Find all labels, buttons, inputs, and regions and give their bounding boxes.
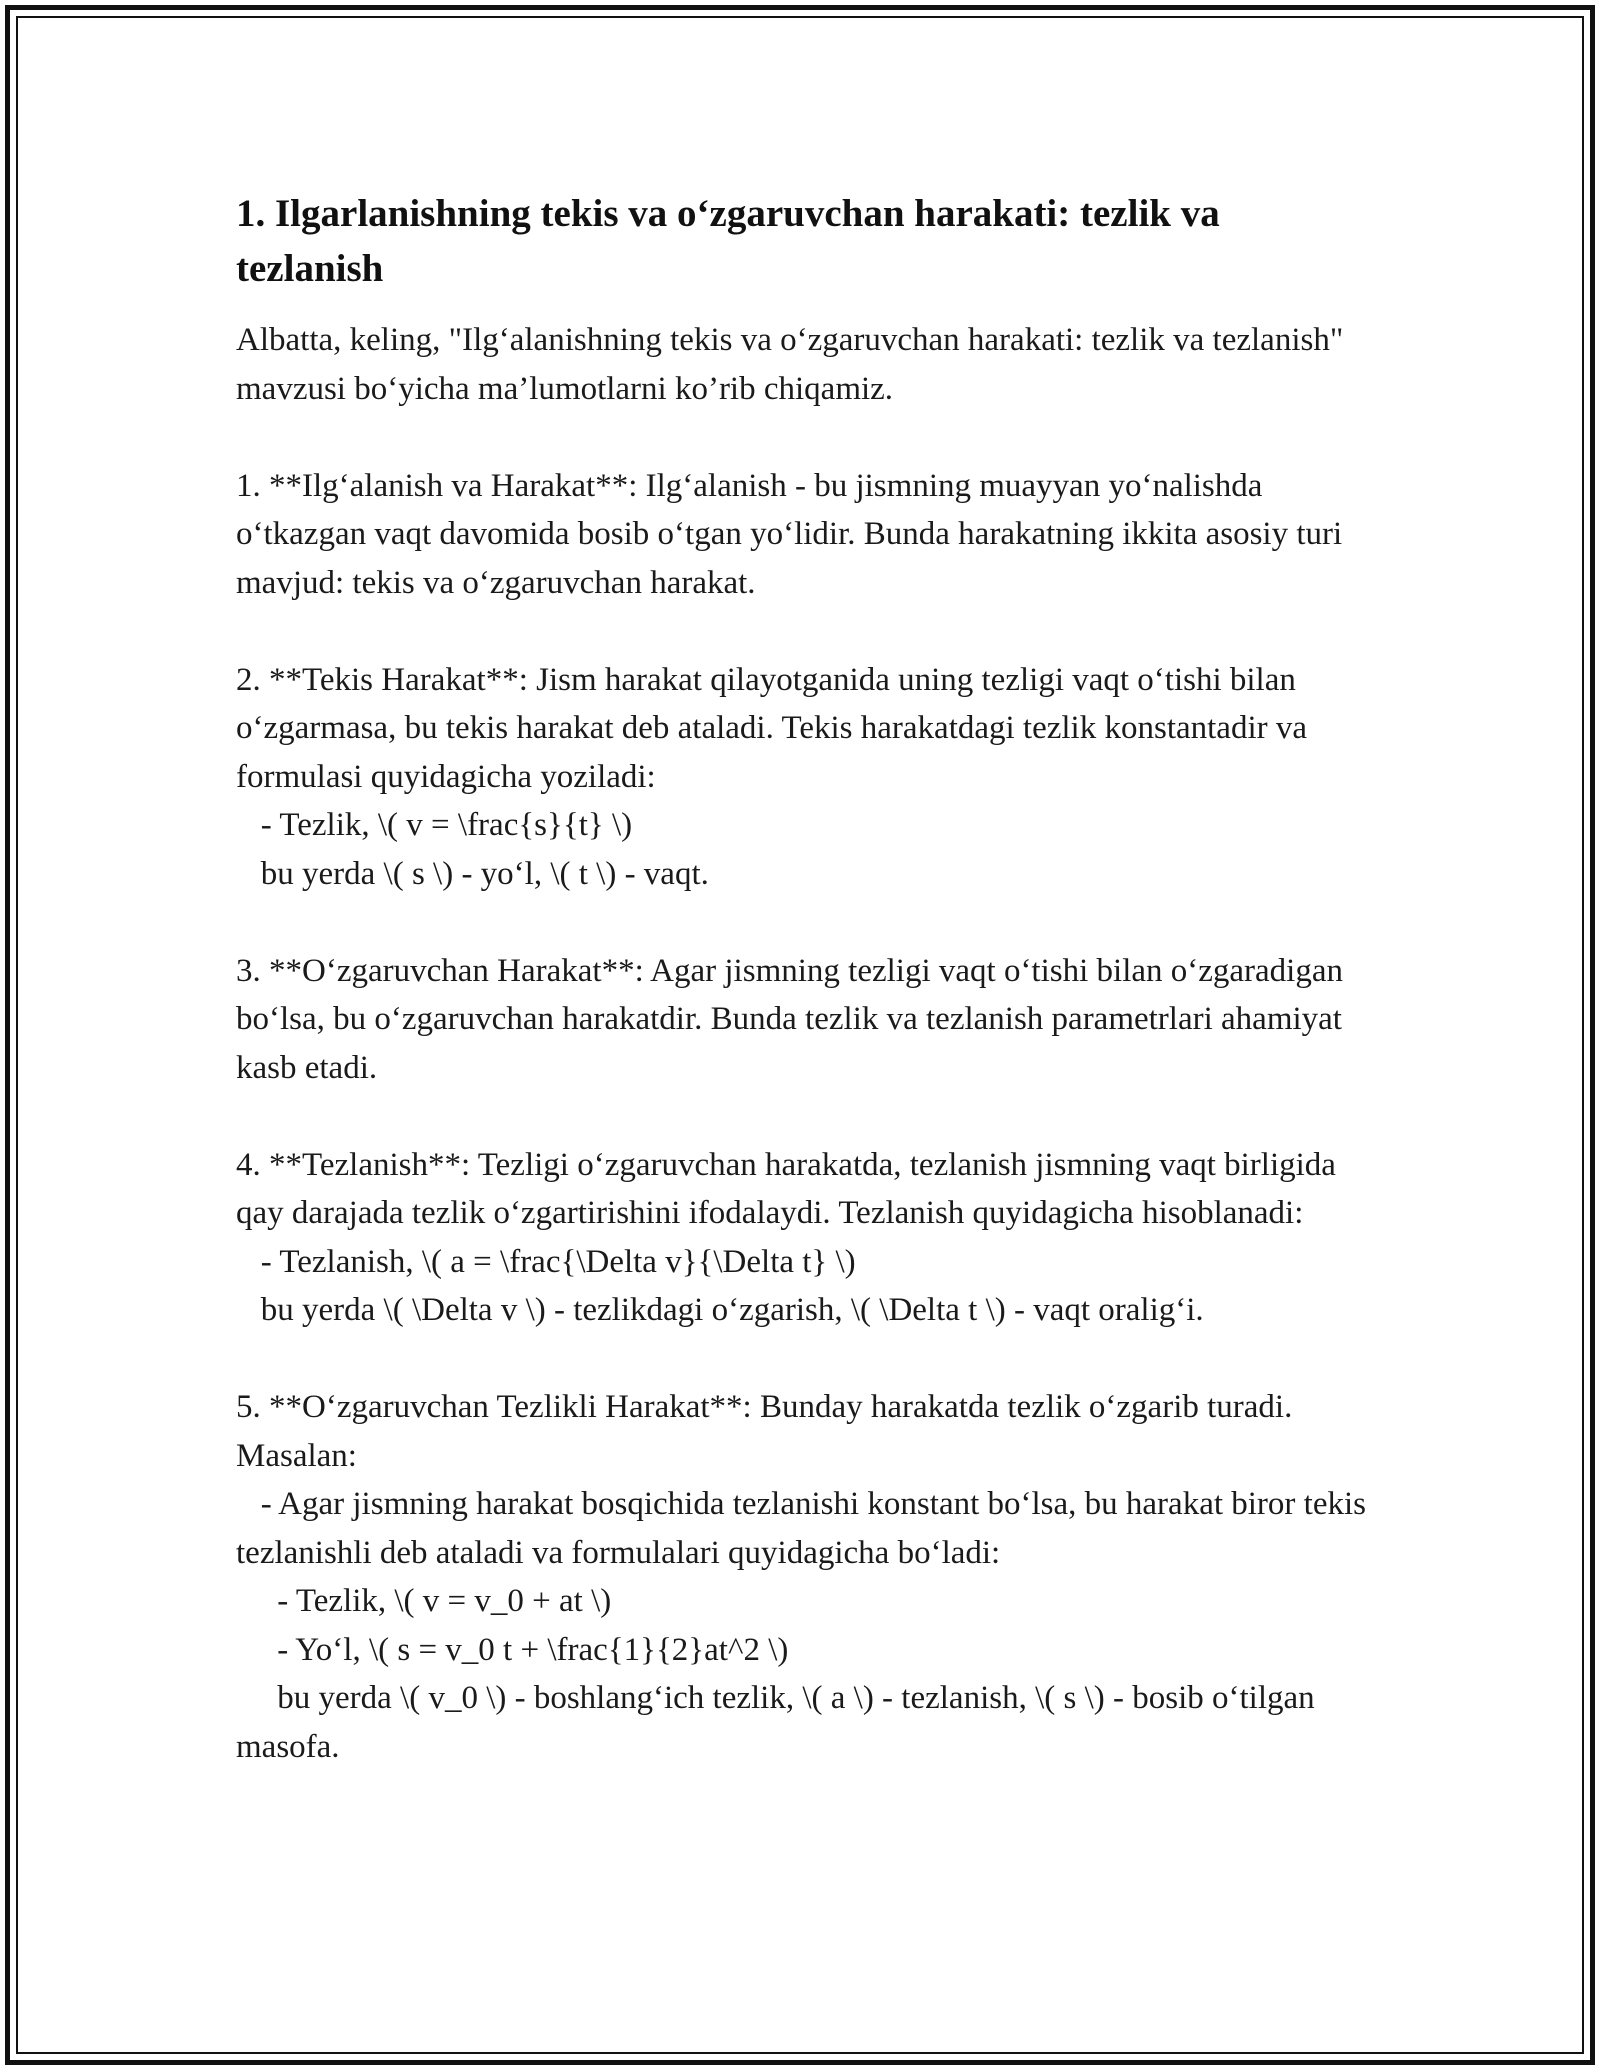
section-2 xyxy=(236,656,1366,899)
intro-paragraph: Albatta, keling, "Ilg‘alanishning tekis va o‘zgaruvchan harakati: tezlik va tezlanish" mavzusi bo‘yicha ma’lumotlarni ko’rib chiqamiz. xyxy=(236,322,1352,407)
spacer xyxy=(236,607,1366,656)
section-5-line-2: - Agar jismning harakat bosqichida tezlanishi konstant bo‘lsa, bu harakat biror tekis tezlanishli deb ataladi va formulalari quyidagicha bo‘ladi: xyxy=(236,1486,1375,1571)
section-2-line-3: bu yerda \( s \) - yo‘l, \( t \) - vaqt. xyxy=(236,855,709,892)
section-5 xyxy=(236,1383,1375,1771)
section-4-line-3: bu yerda \( \Delta v \) - tezlikdagi o‘zgarish, \( \Delta t \) - vaqt oralig‘i. xyxy=(236,1292,1204,1328)
section-5-line-4: - Yo‘l, \( s = v_0 t + \frac{1}{2}at^2 \) xyxy=(236,1631,789,1668)
section-5-line-3: - Tezlik, \( v = v_0 + at \) xyxy=(236,1583,612,1619)
section-4-line-2: - Tezlanish, \( a = \frac{\Delta v}{\Delta t} \) xyxy=(236,1243,856,1280)
spacer xyxy=(236,1092,1366,1141)
section-2-line-2: - Tezlik, \( v = \frac{s}{t} \) xyxy=(236,807,633,843)
section-1-line-1: 1. **Ilg‘alanish va Harakat**: Ilg‘alanish - bu jismning muayyan yo‘nalishda o‘tkazgan vaqt davomida bosib o‘tgan yo‘lidir. Bunda harakatning ikkita asosiy turi mavjud: tekis va o‘zgaruvchan harakat. xyxy=(236,467,1351,601)
spacer xyxy=(236,898,1366,947)
section-3 xyxy=(236,947,1366,1093)
section-3-line-1: 3. **O‘zgaruvchan Harakat**: Agar jismning tezligi vaqt o‘tishi bilan o‘zgaradigan bo‘lsa, bu o‘zgaruvchan harakatdir. Bunda tezlik va tezlanish parametrlari ahamiyat kasb etadi. xyxy=(236,952,1352,1086)
section-1 xyxy=(236,462,1366,608)
section-4 xyxy=(236,1141,1366,1335)
section-4-line-1: 4. **Tezlanish**: Tezligi o‘zgaruvchan harakatda, tezlanish jismning vaqt birligida qay darajada tezlik o‘zgartirishini ifodalaydi. Tezlanish quyidagicha hisoblanadi: xyxy=(236,1146,1345,1231)
document-body xyxy=(236,186,1375,1771)
section-2-line-1: 2. **Tekis Harakat**: Jism harakat qilayotganida uning tezligi vaqt o‘tishi bilan o‘zgarmasa, bu tekis harakat deb ataladi. Tekis harakatdagi tezlik konstantadir va formulasi quyidagicha yoziladi: xyxy=(236,661,1316,795)
spacer xyxy=(236,1335,1366,1384)
section-5-line-1: 5. **O‘zgaruvchan Tezlikli Harakat**: Bunday harakatda tezlik o‘zgarib turadi. Masalan: xyxy=(236,1389,1301,1474)
spacer xyxy=(236,413,1366,462)
page-title: 1. Ilgarlanishning tekis va o‘zgaruvchan harakati: tezlik va tezlanish xyxy=(236,192,1220,290)
section-5-line-5: bu yerda \( v_0 \) - boshlang‘ich tezlik, \( a \) - tezlanish, \( s \) - bosib o‘tilgan masofa. xyxy=(236,1680,1323,1765)
